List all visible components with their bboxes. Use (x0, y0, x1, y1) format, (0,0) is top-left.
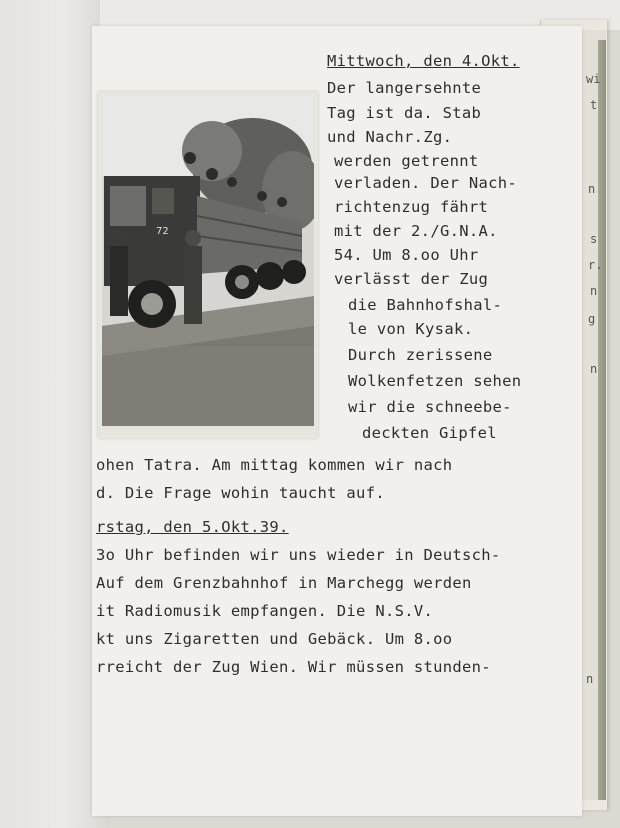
text-line: verlässt der Zug (334, 270, 489, 288)
edge-text: n (586, 672, 594, 686)
text-line: ohen Tatra. Am mittag kommen wir nach (96, 456, 453, 474)
text-line: Der langersehnte (327, 79, 482, 97)
edge-text: g (588, 312, 596, 326)
truck-photo-image (102, 96, 314, 432)
edge-text: t (590, 98, 598, 112)
folder-cover-edge (598, 40, 606, 800)
text-line: wir die schneebe- (348, 398, 512, 416)
edge-text: s (590, 232, 598, 246)
edge-text: n (588, 182, 596, 196)
text-line: rreicht der Zug Wien. Wir müssen stunden- (96, 658, 491, 676)
text-line: Durch zerissene (348, 346, 493, 364)
text-line: it Radiomusik empfangen. Die N.S.V. (96, 602, 434, 620)
text-line: kt uns Zigaretten und Gebäck. Um 8.oo (96, 630, 453, 648)
text-line: die Bahnhofshal- (348, 296, 503, 314)
text-line: deckten Gipfel (362, 424, 497, 442)
edge-text: wi (586, 72, 601, 86)
edge-text: n (590, 284, 598, 298)
text-line: mit der 2./G.N.A. (334, 222, 498, 240)
edge-text: r. (588, 258, 603, 272)
text-line: Tag ist da. Stab (327, 104, 482, 122)
text-line: werden getrennt (334, 152, 479, 170)
text-line: Mittwoch, den 4.Okt. (327, 52, 520, 70)
truck-number-plate: 72 (156, 226, 169, 237)
text-line: richtenzug fährt (334, 198, 489, 216)
text-line: Auf dem Grenzbahnhof in Marchegg werden (96, 574, 472, 592)
edge-text: n (590, 362, 598, 376)
text-line: 54. Um 8.oo Uhr (334, 246, 479, 264)
text-line: verladen. Der Nach- (334, 174, 518, 192)
text-line: 3o Uhr befinden wir uns wieder in Deutsch- (96, 546, 501, 564)
text-line: und Nachr.Zg. (327, 128, 453, 146)
text-line: rstag, den 5.Okt.39. (96, 518, 289, 536)
text-line: d. Die Frage wohin taucht auf. (96, 484, 385, 502)
text-line: le von Kysak. (348, 320, 474, 338)
text-line: Wolkenfetzen sehen (348, 372, 522, 390)
truck-photograph (98, 92, 318, 438)
